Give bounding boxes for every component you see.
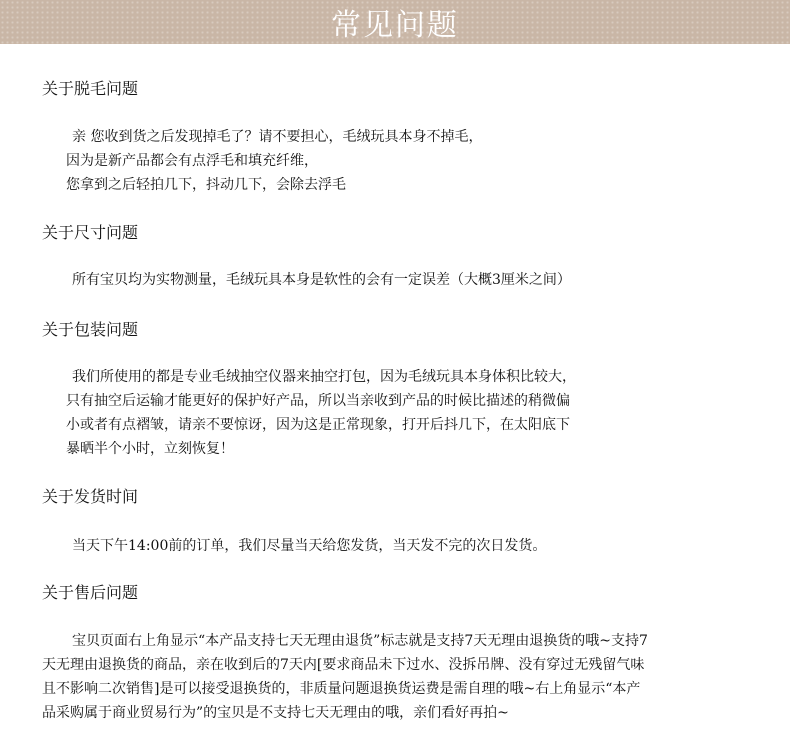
- section-heading-shedding: 关于脱毛问题: [42, 79, 139, 98]
- header-banner: [0, 0, 790, 44]
- section-text-line: 亲 您收到货之后发现掉毛了？请不要担心，毛绒玩具本身不掉毛，: [72, 129, 483, 145]
- section-text-line: 品采购属于商业贸易行为”的宝贝是不支持七天无理由的哦，亲们看好再拍~: [42, 705, 509, 721]
- section-text-line: 您拿到之后轻拍几下，抖动几下，会除去浮毛: [66, 177, 346, 193]
- section-text-line: 所有宝贝均为实物测量，毛绒玩具本身是软性的会有一定误差（大概3厘米之间）: [72, 272, 571, 288]
- section-text-line: 小或者有点褶皱，请亲不要惊讶，因为这是正常现象，打开后抖几下，在太阳底下: [66, 417, 570, 433]
- section-text-line: 我们所使用的都是专业毛绒抽空仪器来抽空打包，因为毛绒玩具本身体积比较大，: [72, 369, 576, 385]
- section-heading-size: 关于尺寸问题: [42, 223, 139, 242]
- section-heading-shipping: 关于发货时间: [42, 487, 139, 506]
- page-title: 常见问题: [331, 8, 459, 43]
- section-text-line: 宝贝页面右上角显示“本产品支持七天无理由退货”标志就是支持7天无理由退换货的哦~支持7: [72, 633, 648, 649]
- section-text-line: 只有抽空后运输才能更好的保护好产品，所以当亲收到产品的时候比描述的稍微偏: [66, 393, 570, 409]
- section-text-line: 且不影响二次销售]是可以接受退换货的，非质量问题退换货运费是需自理的哦~右上角显示“本产: [42, 681, 641, 697]
- section-heading-packaging: 关于包装问题: [42, 320, 139, 339]
- section-text-line: 因为是新产品都会有点浮毛和填充纤维，: [66, 153, 318, 169]
- section-text-line: 天无理由退换货的商品，亲在收到后的7天内[要求商品未下过水、没拆吊牌、没有穿过无残留气味: [42, 657, 645, 673]
- section-text-line: 当天下午14:00前的订单，我们尽量当天给您发货，当天发不完的次日发货。: [72, 538, 547, 554]
- section-text-line: 暴晒半个小时，立刻恢复！: [66, 441, 234, 457]
- section-heading-after-sales: 关于售后问题: [42, 583, 139, 602]
